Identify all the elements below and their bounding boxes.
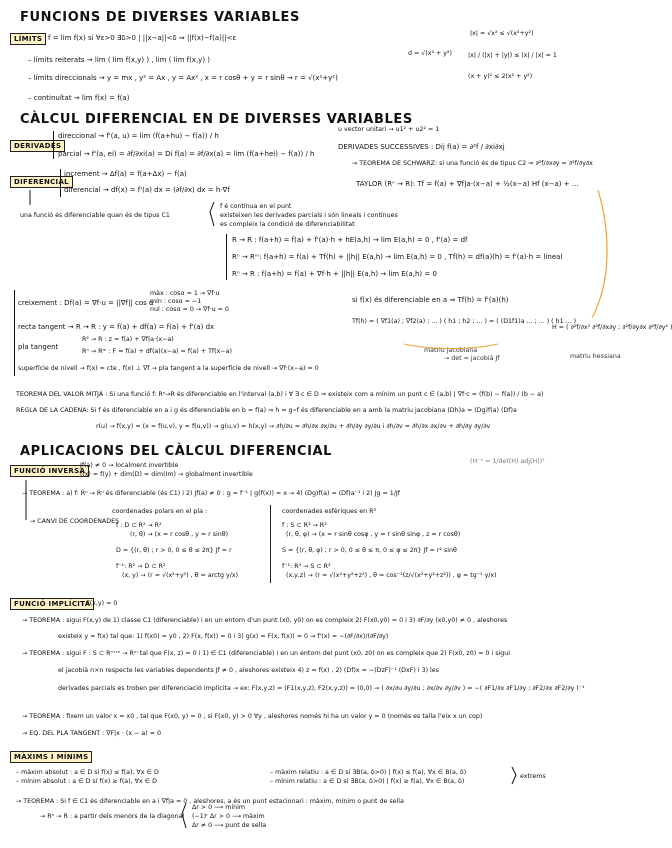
implicit-theorem-2b: el jacobià n×n respecte les variables dependents Jf ≠ 0 , aleshores existeix 4) z = f(x) , 2) (Df)x = −(DzF)⁻¹ (DxF) i 3) les (58, 667, 439, 674)
section-title-functions: FUNCIONS DE DIVERSES VARIABLES (20, 10, 301, 25)
inverse-matrix-note: (H⁻¹ = 1/det(H) adj(H))ᵀ (470, 458, 545, 465)
change-coordinates: → CANVI DE COORDENADES (30, 518, 120, 525)
inequality-3: (x + y)² ≤ 2(x² + y²) (468, 73, 533, 80)
inequality-2: |x| / (|x| + |y|) ≤ |x| / |x| = 1 (468, 52, 557, 59)
tangent-plane-label: pla tangent (18, 343, 59, 351)
minor-min: Δr > 0 ⟶ mínim (192, 804, 245, 811)
implicit-eq: : F(x,y) = 0 (82, 600, 118, 607)
condition-differentiability: es compleix la condició de diferenciabilitat (220, 221, 355, 228)
caption-jacobian: matriu jacobiana (424, 347, 478, 354)
tag-derivatives: DERIVADES (10, 140, 65, 152)
spherical-4: f⁻¹: R³ → S ⊂ R³ (282, 563, 331, 570)
caption-jacobian-det: → det = jacobià Jf (444, 355, 500, 362)
tag-limits: LÍMITS (10, 33, 46, 45)
spherical-5: (x,y,z) → (r = √(x²+y²+z²) , θ = cos⁻¹(z/√(x²+y²+z²)) , φ = tg⁻¹ y/x) (286, 572, 497, 579)
stationary-theorem: → TEOREMA : Si f ∈ C1 és diferenciable en a i ∇f|a = 0 , aleshores, a és un punt estacionari : màxim, mínim o punt de sella (16, 798, 404, 805)
jacobian-matrix: Tf(h) = ( ∇f1(a) ; ∇f2(a) ; ... ) ( h1 ; h2 ; ... ) = ( (D1f1)a ... ; ... ) ( h1 ... ) (352, 318, 577, 325)
section-title-applications: APLICACIONS DEL CÀLCUL DIFERENCIAL (20, 444, 333, 459)
growth: creixement : Df(a) = ∇f·u = ||∇f|| cos α (18, 299, 154, 307)
tangent-plane-eq: → EQ. DEL PLA TANGENT : ∇F|x · (x − a) = 0 (22, 730, 161, 737)
polar-4: f⁻¹: R² → D ⊂ R² (116, 563, 166, 570)
diff-rn-rm: Rⁿ → Rᵐ: f(a+h) = f(a) + Tf(h) + ||h|| E(a,h) → lim E(a,h) = 0 , Tf(h) = df(a)(h) = f'(a)·h = lineal (232, 253, 563, 261)
inverse-local: Jf(a) ≠ 0 → localment invertible (80, 462, 179, 469)
implicit-theorem-1: → TEOREMA : sigui F(x,y) de 1) classe C1 (diferenciable) i en un entorn d'un punt (x0, y0) on es compleix 2) F(x0,y0) = 0 i 3) ∂F/∂y (x0,y0) ≠ 0 , aleshores (22, 617, 508, 624)
c1-condition: una funció és diferenciable quan és de tipus C1 (20, 212, 170, 219)
tag-inverse-function: FUNCIÓ INVERSA (10, 465, 89, 477)
differential: diferencial → df(x) = f'(a) dx = (∂f/∂x) dx = h·∇f (64, 186, 230, 194)
increment: increment → Δf(a) = f(a+Δx) − f(a) (64, 170, 187, 178)
mean-value-theorem: TEOREMA DEL VALOR MITJÀ : Si una funció f: Rⁿ→R és diferenciable en l'interval (a,b) i ∀ ∃ c ∈ D ⇒ existeix com a mínim un punt c ∈ (a,b) | ∇f·c = (f(b) − f(a)) / (b − a) (16, 391, 544, 398)
spherical-1: f : S ⊂ R³ → R³ (282, 522, 327, 529)
chain-rule: REGLA DE LA CADENA: Si f és diferenciable en a i g és diferenciable en b = f(a) ⇒ h = g∘f és diferenciable en a amb la matriu jacobiana (Dh)a = (Dg)f(a) (Df)a (16, 407, 517, 414)
condition-partials: existeixen les derivades parcials i són lineals i contínues (220, 212, 398, 219)
growth-null: nul : cosα = 0 → ∇f·u = 0 (150, 306, 229, 313)
limit-definition: f = lim f(x) si ∀ε>0 ∃δ>0 | ||x−a||<δ ⇒ ||f(x)−f(a)||<ε (48, 34, 237, 42)
rel-max: – màxim relatiu : a ∈ D sí ∃B(a, δ>0) | f(x) ≤ f(a), ∀x ∈ B(a, δ) (270, 769, 467, 776)
polar-heading: coordenades polars en el pla : (112, 508, 208, 515)
jacobian-statement: si f(x) és diferenciable en a ⇒ Tf(h) = f'(a)(h) (352, 296, 509, 304)
diff-rn-r: Rⁿ → R : f(a+h) = f(a) + ∇f·h + ||h|| E(a,h) → lim E(a,h) = 0 (232, 270, 437, 278)
schwarz-theorem: → TEOREMA DE SCHWARZ: si una funció és de tipus C2 ⇒ ∂²f/∂x∂y = ∂²f/∂y∂x (352, 160, 593, 167)
tangent-line: recta tangent → R → R : y = f(a) + df(a) = f(a) + f'(a) dx (18, 323, 215, 331)
implicit-theorem-1b: existeix y = f(x) tal que: 1) f(x0) = y0 , 2) F(x, f(x)) = 0 i 3) g(x) = F(x, f(x)) = 0 → f'(x) = −(∂F/∂x)/(∂F/∂y) (58, 633, 389, 640)
polar-1: f : D ⊂ R² → R² (116, 522, 162, 529)
minor-saddle: Δr ≠ 0 ⟶ punt de sella (192, 822, 267, 829)
tag-implicit-function: FUNCIÓ IMPLÍCITA (10, 598, 94, 610)
minor-max: (−1)ʳ Δr > 0 ⟶ màxim (192, 813, 265, 820)
extremes-label: extrems (520, 773, 546, 780)
directional-limits: – límits direccionals → y = mx , y² = Ax , y = Ax² , x = r cosθ + y = r sinθ → r = √(x²+y²) (28, 74, 338, 82)
directional-derivative: direccional → f'(a, u) = lim (f(a+hu) − f(a)) / h (58, 132, 219, 140)
polar-2: (r, θ) → (x = r cosθ , y = r sinθ) (130, 531, 229, 538)
growth-min: mín : cosα = −1 (150, 298, 202, 305)
section-title-differential: CÀLCUL DIFERENCIAL EN DE DIVERSES VARIABLES (20, 112, 413, 127)
rel-min: – mínim relatiu : a ∈ D sí ∃B(a, δ>0) | f(x) ≥ f(a), ∀x ∈ B(a, δ) (270, 778, 465, 785)
taylor-formula: TAYLOR (Rⁿ → R): Tf = f(a) + ∇f|a·(x−a) + ½(x−a) Hf (x−a) + ... (356, 180, 579, 188)
implicit-theorem-2: → TEOREMA : sigui F : S ⊂ Rⁿ⁺ᵐ → Rᵐ tal que F(x, z) = 0 i 1) ∈ C1 (diferenciable) i en un entorn del punt (x0, z0) on es compleix que 2) F(x0, z0) = 0 i sigui (22, 650, 511, 657)
polar-3: D = {(r, θ) ; r > 0, 0 ≤ θ ≤ 2π} Jf = r (116, 547, 232, 554)
polar-5: (x, y) → (r = √(x²+y²) , θ = arctg y/x) (122, 572, 239, 579)
tangent-plane-rn: Rⁿ → Rᵐ : F = f(a) + df(a)(x−a) = f(a) + Tf(x−a) (82, 348, 232, 355)
diff-r-r: R → R : f(a+h) = f(a) + f'(a)·h + hE(a,h) → lim E(a,h) = 0 , f'(a) = df (232, 236, 468, 244)
tag-max-min: MÀXIMS I MÍNIMS (10, 751, 92, 763)
growth-max: màx : cosα = 1 → ∇f·u (150, 290, 220, 297)
implicit-theorem-2c: derivades parcials es troben per diferenciació implícita → ex: F(x,y,z) = (F1(x,y,z), F2(x,y,z)) = (0,0) → ( ∂x/∂u ∂y/∂u ; ∂x/∂v ∂y/∂v ) = −( ∂F1/∂x ∂F1/∂y ; ∂F2/∂x ∂F2/∂y )⁻¹ (58, 685, 585, 692)
inequality-1: |x| = √x² ≤ √(x²+y²) (470, 30, 534, 37)
tag-differential: DIFERENCIAL (10, 176, 73, 188)
partial-derivative: parcial → f'(a, ei) = ∂f/∂xi(a) = Di f(a) = ∂f/∂x(a) = lim (f(a+hei) − f(a)) / h (58, 150, 315, 158)
unit-vector: u vector unitari → u1² + u2² = 1 (338, 126, 440, 133)
hessian-matrix: H = ( ∂²f/∂x² ∂²f/∂x∂y ; ∂²f/∂y∂x ∂²f/∂y² ) (552, 324, 672, 331)
successive-derivatives: DERIVADES SUCCESSIVES : Dij f(a) = ∂²f / ∂xi∂xj (338, 143, 505, 151)
abs-max: – màxim absolut : a ∈ D sí f(x) ≤ f(a), ∀x ∈ D (16, 769, 159, 776)
spherical-3: S = {(r, θ, φ) ; r > 0, 0 ≤ θ ≤ π, 0 ≤ φ ≤ 2π} Jf = r² sinθ (282, 547, 457, 554)
inverse-global: f(x) = f(y) + dim(D) = dim(Im) → globalment invertible (80, 471, 253, 478)
caption-hessian: matriu hessiana (570, 353, 621, 360)
spherical-heading: coordenades esfèriques en R³ (282, 508, 377, 515)
abs-min: – mínim absolut : a ∈ D sí f(x) ≥ f(a), ∀x ∈ D (16, 778, 157, 785)
tangent-plane-r2: R² → R : z = f(a) + ∇f|a·(x−a) (82, 336, 174, 343)
distance-formula: d = √(x² + y²) (408, 50, 452, 57)
condition-continuous: f é contínua en el punt (220, 203, 292, 210)
level-surface: superfície de nivell → f(x) = cte , f(x) ⊥ ∇f → pla tangent a la superfície de nivell → ∇f·(x−a) = 0 (18, 365, 319, 372)
inverse-theorem: → TEOREMA : a) f: Rⁿ → Rⁿ és diferenciable (és C1) i 2) Jf(a) ≠ 0 : g = f⁻¹ | g(f(x)) = x → 4) (Dg)f(a) = (Df)a⁻¹ i 2) Jg = 1/Jf (22, 490, 400, 497)
chain-rule-example: r(u) → f(x,y) = (x = f(u,v), y = f(u,v)) → g(u,v) = h(x,y) → ∂h/∂u = ∂h/∂x ∂x/∂u + ∂h/∂y ∂y/∂u i ∂h/∂v = ∂h/∂x ∂x/∂v + ∂h/∂y ∂y/∂v (96, 423, 491, 430)
continuity: – continuïtat → lim f(x) = f(a) (28, 94, 130, 102)
spherical-2: (r, θ, φ) → (x = r sinθ cosφ , y = r sinθ sinφ , z = r cosθ) (286, 531, 461, 538)
implicit-theorem-3: → TEOREMA : fixem un valor x = x0 , tal que F(x0, y) = 0 , si F(x0, y) > 0 ∀y , aleshores només hi ha un valor y = 0 (només es talla l'eix x un cop) (22, 713, 483, 720)
diagonal-minors: → Rⁿ → R : a partir dels menors de la diagonal (40, 813, 185, 820)
iterated-limits: – límits reiterats → lim ( lim f(x,y) ) , lim ( lim f(x,y) ) (28, 56, 211, 64)
